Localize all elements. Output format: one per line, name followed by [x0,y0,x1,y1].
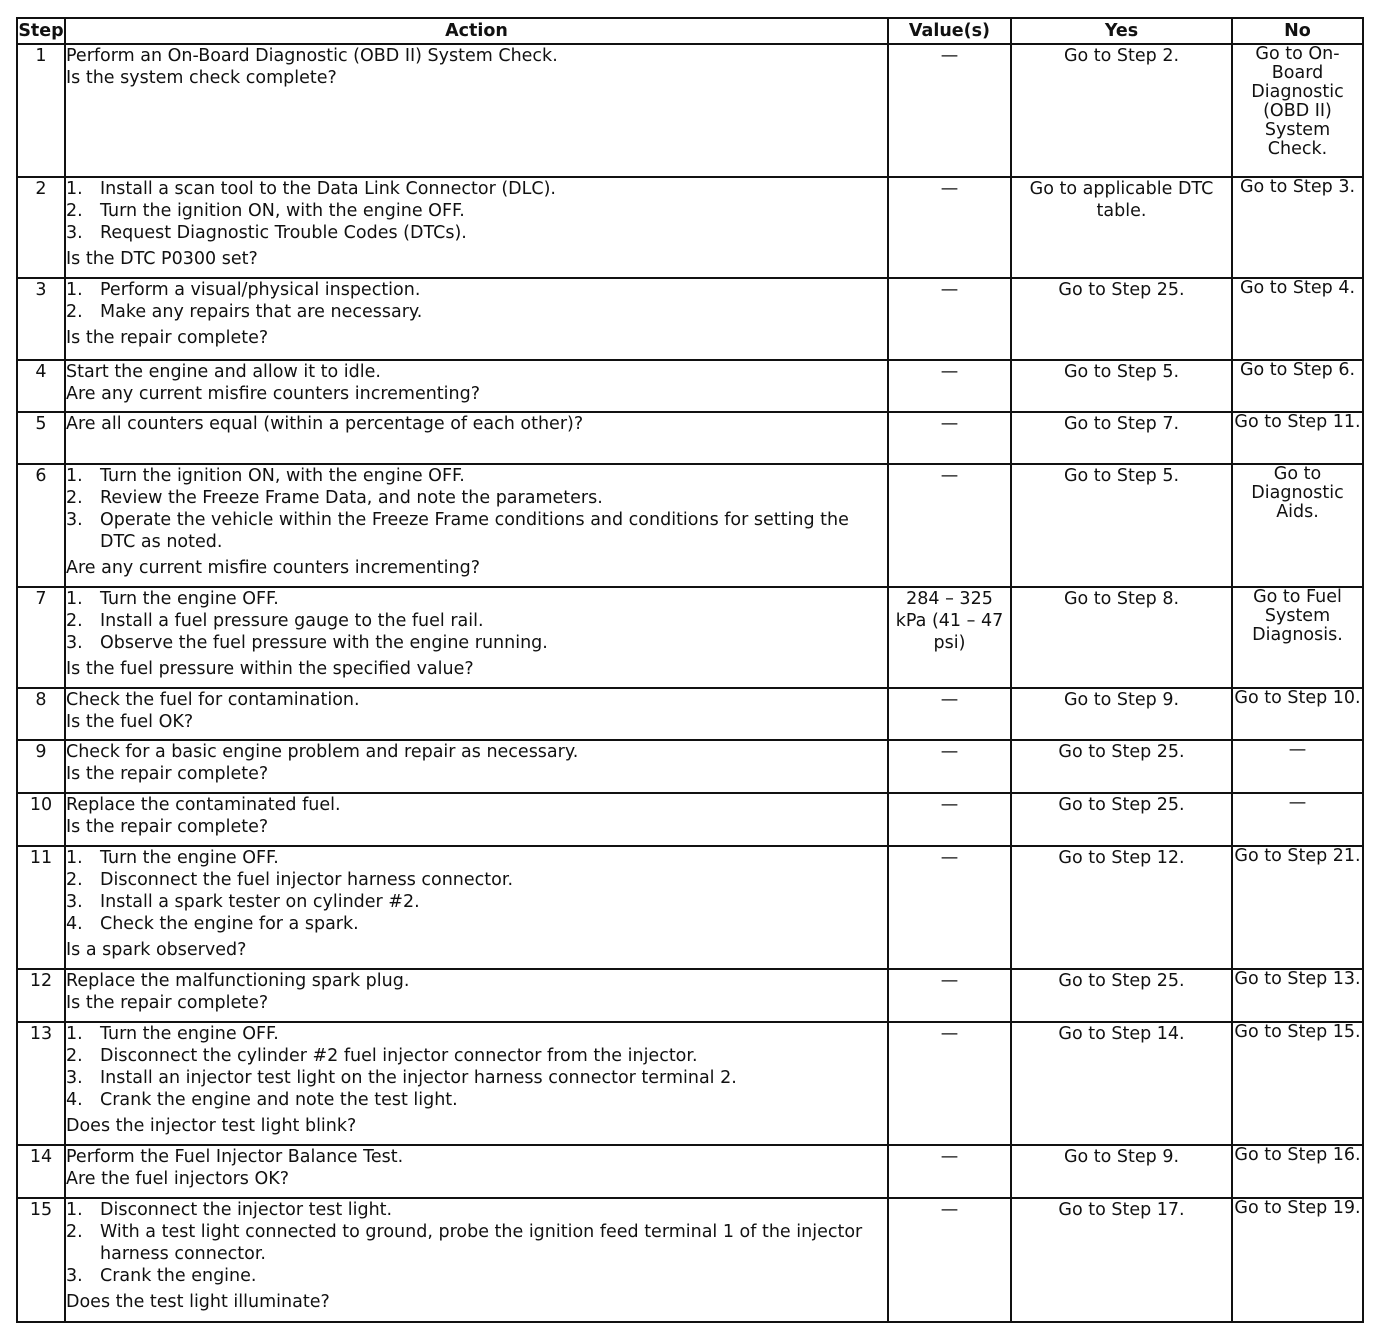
header-no: No [1232,18,1363,44]
action-step-item [66,487,887,509]
value-cell: — [888,846,1011,969]
action-step-text: Install a scan tool to the Data Link Connector (DLC). [100,179,556,199]
value-cell: — [888,1022,1011,1145]
header-values: Value(s) [888,18,1011,44]
action-cell [65,740,888,793]
value-cell: — [888,44,1011,177]
action-instruction: Replace the contaminated fuel. [66,795,341,815]
action-step-item [66,222,887,244]
value-cell: 284 – 325 kPa (41 – 47 psi) [888,587,1011,688]
step-number-cell: 8 [17,688,65,740]
action-step-number: 1. [66,466,83,486]
value-cell: — [888,740,1011,793]
action-steps-list [66,178,887,244]
action-question: Are any current misfire counters incrementing? [66,384,481,404]
action-step-text: Operate the vehicle within the Freeze Frame conditions and conditions for setting the DTC as noted. [100,510,849,552]
table-row [17,1022,1363,1145]
action-question: Is a spark observed? [66,940,247,960]
action-question: Is the repair complete? [66,817,269,837]
action-step-item [66,1199,887,1221]
step-number-cell: 12 [17,969,65,1022]
action-step-item [66,178,887,200]
action-cell [65,464,888,587]
table-row [17,688,1363,740]
action-step-text: Turn the ignition ON, with the engine OFF. [100,466,465,486]
action-instruction: Check for a basic engine problem and repair as necessary. [66,742,579,762]
no-cell: — [1232,793,1363,846]
action-cell [65,1198,888,1322]
action-cell [65,177,888,278]
yes-cell: Go to Step 14. [1011,1022,1232,1145]
action-step-item [66,632,887,654]
action-question: Is the fuel pressure within the specified value? [66,659,474,679]
action-step-number: 2. [66,1222,83,1242]
action-cell [65,44,888,177]
action-step-text: Check the engine for a spark. [100,914,359,934]
yes-cell: Go to Step 5. [1011,464,1232,587]
no-cell: Go to Step 13. [1232,969,1363,1022]
no-cell: Go to Step 16. [1232,1145,1363,1198]
action-step-item [66,1265,887,1287]
action-step-item [66,1067,887,1089]
step-number-cell: 6 [17,464,65,587]
action-cell [65,1145,888,1198]
action-step-number: 1. [66,1200,83,1220]
table-header-row [17,18,1363,44]
diagnostic-table [16,17,1364,1323]
table-row [17,412,1363,464]
action-step-item [66,1023,887,1045]
value-cell: — [888,793,1011,846]
action-step-number: 1. [66,589,83,609]
action-step-item [66,1089,887,1111]
yes-cell: Go to Step 17. [1011,1198,1232,1322]
action-step-number: 2. [66,201,83,221]
step-number-cell: 4 [17,360,65,412]
action-step-number: 2. [66,870,83,890]
action-question: Are all counters equal (within a percentage of each other)? [66,414,584,434]
action-step-number: 2. [66,1046,83,1066]
action-question: Does the injector test light blink? [66,1116,357,1136]
action-step-number: 4. [66,914,83,934]
value-cell: — [888,969,1011,1022]
yes-cell: Go to Step 5. [1011,360,1232,412]
yes-cell: Go to Step 25. [1011,969,1232,1022]
table-row [17,464,1363,587]
action-step-number: 3. [66,633,83,653]
action-step-text: Install an injector test light on the injector harness connector terminal 2. [100,1068,737,1088]
action-step-text: Crank the engine. [100,1266,257,1286]
action-instruction: Check the fuel for contamination. [66,690,360,710]
action-step-number: 2. [66,488,83,508]
table-row [17,1145,1363,1198]
action-step-number: 1. [66,848,83,868]
action-question: Is the repair complete? [66,764,269,784]
action-step-text: Disconnect the fuel injector harness connector. [100,870,514,890]
action-cell [65,846,888,969]
action-step-number: 2. [66,611,83,631]
table-row [17,969,1363,1022]
action-step-text: Make any repairs that are necessary. [100,302,423,322]
table-row [17,44,1363,177]
action-step-item [66,869,887,891]
step-number-cell: 14 [17,1145,65,1198]
no-cell: Go to Step 15. [1232,1022,1363,1145]
table-body [17,44,1363,1322]
action-step-text: Observe the fuel pressure with the engine running. [100,633,548,653]
action-step-text: Install a fuel pressure gauge to the fuel rail. [100,611,484,631]
action-step-item [66,891,887,913]
table-row [17,360,1363,412]
value-cell: — [888,278,1011,360]
yes-cell: Go to Step 8. [1011,587,1232,688]
action-steps-list [66,279,887,323]
action-cell [65,688,888,740]
value-cell: — [888,1145,1011,1198]
value-cell: — [888,688,1011,740]
value-cell: — [888,464,1011,587]
yes-cell: Go to Step 25. [1011,278,1232,360]
action-step-number: 1. [66,1024,83,1044]
step-number-cell: 1 [17,44,65,177]
action-step-number: 2. [66,302,83,322]
action-step-item [66,509,887,553]
action-step-number: 3. [66,223,83,243]
action-step-item [66,913,887,935]
action-step-number: 4. [66,1090,83,1110]
action-cell [65,587,888,688]
yes-cell: Go to Step 12. [1011,846,1232,969]
action-question: Is the DTC P0300 set? [66,249,258,269]
action-step-text: Turn the engine OFF. [100,589,279,609]
action-question: Are any current misfire counters incrementing? [66,558,481,578]
action-step-text: Request Diagnostic Trouble Codes (DTCs). [100,223,467,243]
table-row [17,587,1363,688]
value-cell: — [888,360,1011,412]
action-step-text: Turn the engine OFF. [100,1024,279,1044]
table-row [17,1198,1363,1322]
no-cell: Go to Diagnostic Aids. [1232,464,1363,587]
action-steps-list [66,847,887,935]
no-cell: — [1232,740,1363,793]
yes-cell: Go to Step 2. [1011,44,1232,177]
action-instruction: Replace the malfunctioning spark plug. [66,971,410,991]
action-step-text: With a test light connected to ground, probe the ignition feed terminal 1 of the injector harness connector. [100,1222,863,1264]
diagnostic-table-container [16,17,1362,1323]
yes-cell: Go to Step 25. [1011,793,1232,846]
table-row [17,177,1363,278]
action-cell [65,969,888,1022]
step-number-cell: 3 [17,278,65,360]
action-step-number: 3. [66,510,83,530]
action-step-text: Review the Freeze Frame Data, and note the parameters. [100,488,603,508]
action-question: Is the fuel OK? [66,712,194,732]
action-step-text: Turn the engine OFF. [100,848,279,868]
action-step-item [66,1221,887,1265]
header-action: Action [65,18,888,44]
no-cell: Go to Step 6. [1232,360,1363,412]
action-step-number: 1. [66,179,83,199]
action-step-number: 3. [66,892,83,912]
no-cell: Go to Step 21. [1232,846,1363,969]
no-cell: Go to Step 11. [1232,412,1363,464]
table-row [17,793,1363,846]
yes-cell: Go to Step 7. [1011,412,1232,464]
action-step-item [66,279,887,301]
no-cell: Go to On-Board Diagnostic (OBD II) System Check. [1232,44,1363,177]
action-question: Is the repair complete? [66,993,269,1013]
yes-cell: Go to Step 9. [1011,1145,1232,1198]
action-question: Are the fuel injectors OK? [66,1169,290,1189]
action-step-item [66,847,887,869]
yes-cell: Go to applicable DTC table. [1011,177,1232,278]
action-cell [65,793,888,846]
value-cell: — [888,177,1011,278]
action-steps-list [66,588,887,654]
value-cell: — [888,1198,1011,1322]
action-step-text: Turn the ignition ON, with the engine OFF. [100,201,465,221]
action-step-text: Install a spark tester on cylinder #2. [100,892,420,912]
table-row [17,740,1363,793]
no-cell: Go to Fuel System Diagnosis. [1232,587,1363,688]
action-step-number: 3. [66,1068,83,1088]
action-step-text: Disconnect the cylinder #2 fuel injector connector from the injector. [100,1046,698,1066]
step-number-cell: 7 [17,587,65,688]
action-instruction: Start the engine and allow it to idle. [66,362,381,382]
header-step: Step [17,18,65,44]
action-question: Does the test light illuminate? [66,1292,330,1312]
no-cell: Go to Step 19. [1232,1198,1363,1322]
action-step-text: Disconnect the injector test light. [100,1200,393,1220]
action-step-number: 3. [66,1266,83,1286]
action-cell [65,278,888,360]
step-number-cell: 11 [17,846,65,969]
action-steps-list [66,1023,887,1111]
action-step-text: Crank the engine and note the test light. [100,1090,458,1110]
action-step-item [66,1045,887,1067]
step-number-cell: 10 [17,793,65,846]
no-cell: Go to Step 10. [1232,688,1363,740]
action-instruction: Perform an On-Board Diagnostic (OBD II) System Check. [66,46,558,66]
table-row [17,278,1363,360]
step-number-cell: 13 [17,1022,65,1145]
action-cell [65,360,888,412]
no-cell: Go to Step 4. [1232,278,1363,360]
step-number-cell: 2 [17,177,65,278]
action-steps-list [66,1199,887,1287]
action-steps-list [66,465,887,553]
action-question: Is the repair complete? [66,328,269,348]
yes-cell: Go to Step 25. [1011,740,1232,793]
action-step-item [66,301,887,323]
step-number-cell: 5 [17,412,65,464]
action-step-item [66,200,887,222]
no-cell: Go to Step 3. [1232,177,1363,278]
action-step-text: Perform a visual/physical inspection. [100,280,421,300]
table-row [17,846,1363,969]
action-instruction: Perform the Fuel Injector Balance Test. [66,1147,404,1167]
action-step-item [66,610,887,632]
action-step-item [66,465,887,487]
action-cell [65,1022,888,1145]
value-cell: — [888,412,1011,464]
action-step-number: 1. [66,280,83,300]
yes-cell: Go to Step 9. [1011,688,1232,740]
header-yes: Yes [1011,18,1232,44]
action-step-item [66,588,887,610]
step-number-cell: 9 [17,740,65,793]
action-question: Is the system check complete? [66,68,337,88]
step-number-cell: 15 [17,1198,65,1322]
action-cell [65,412,888,464]
